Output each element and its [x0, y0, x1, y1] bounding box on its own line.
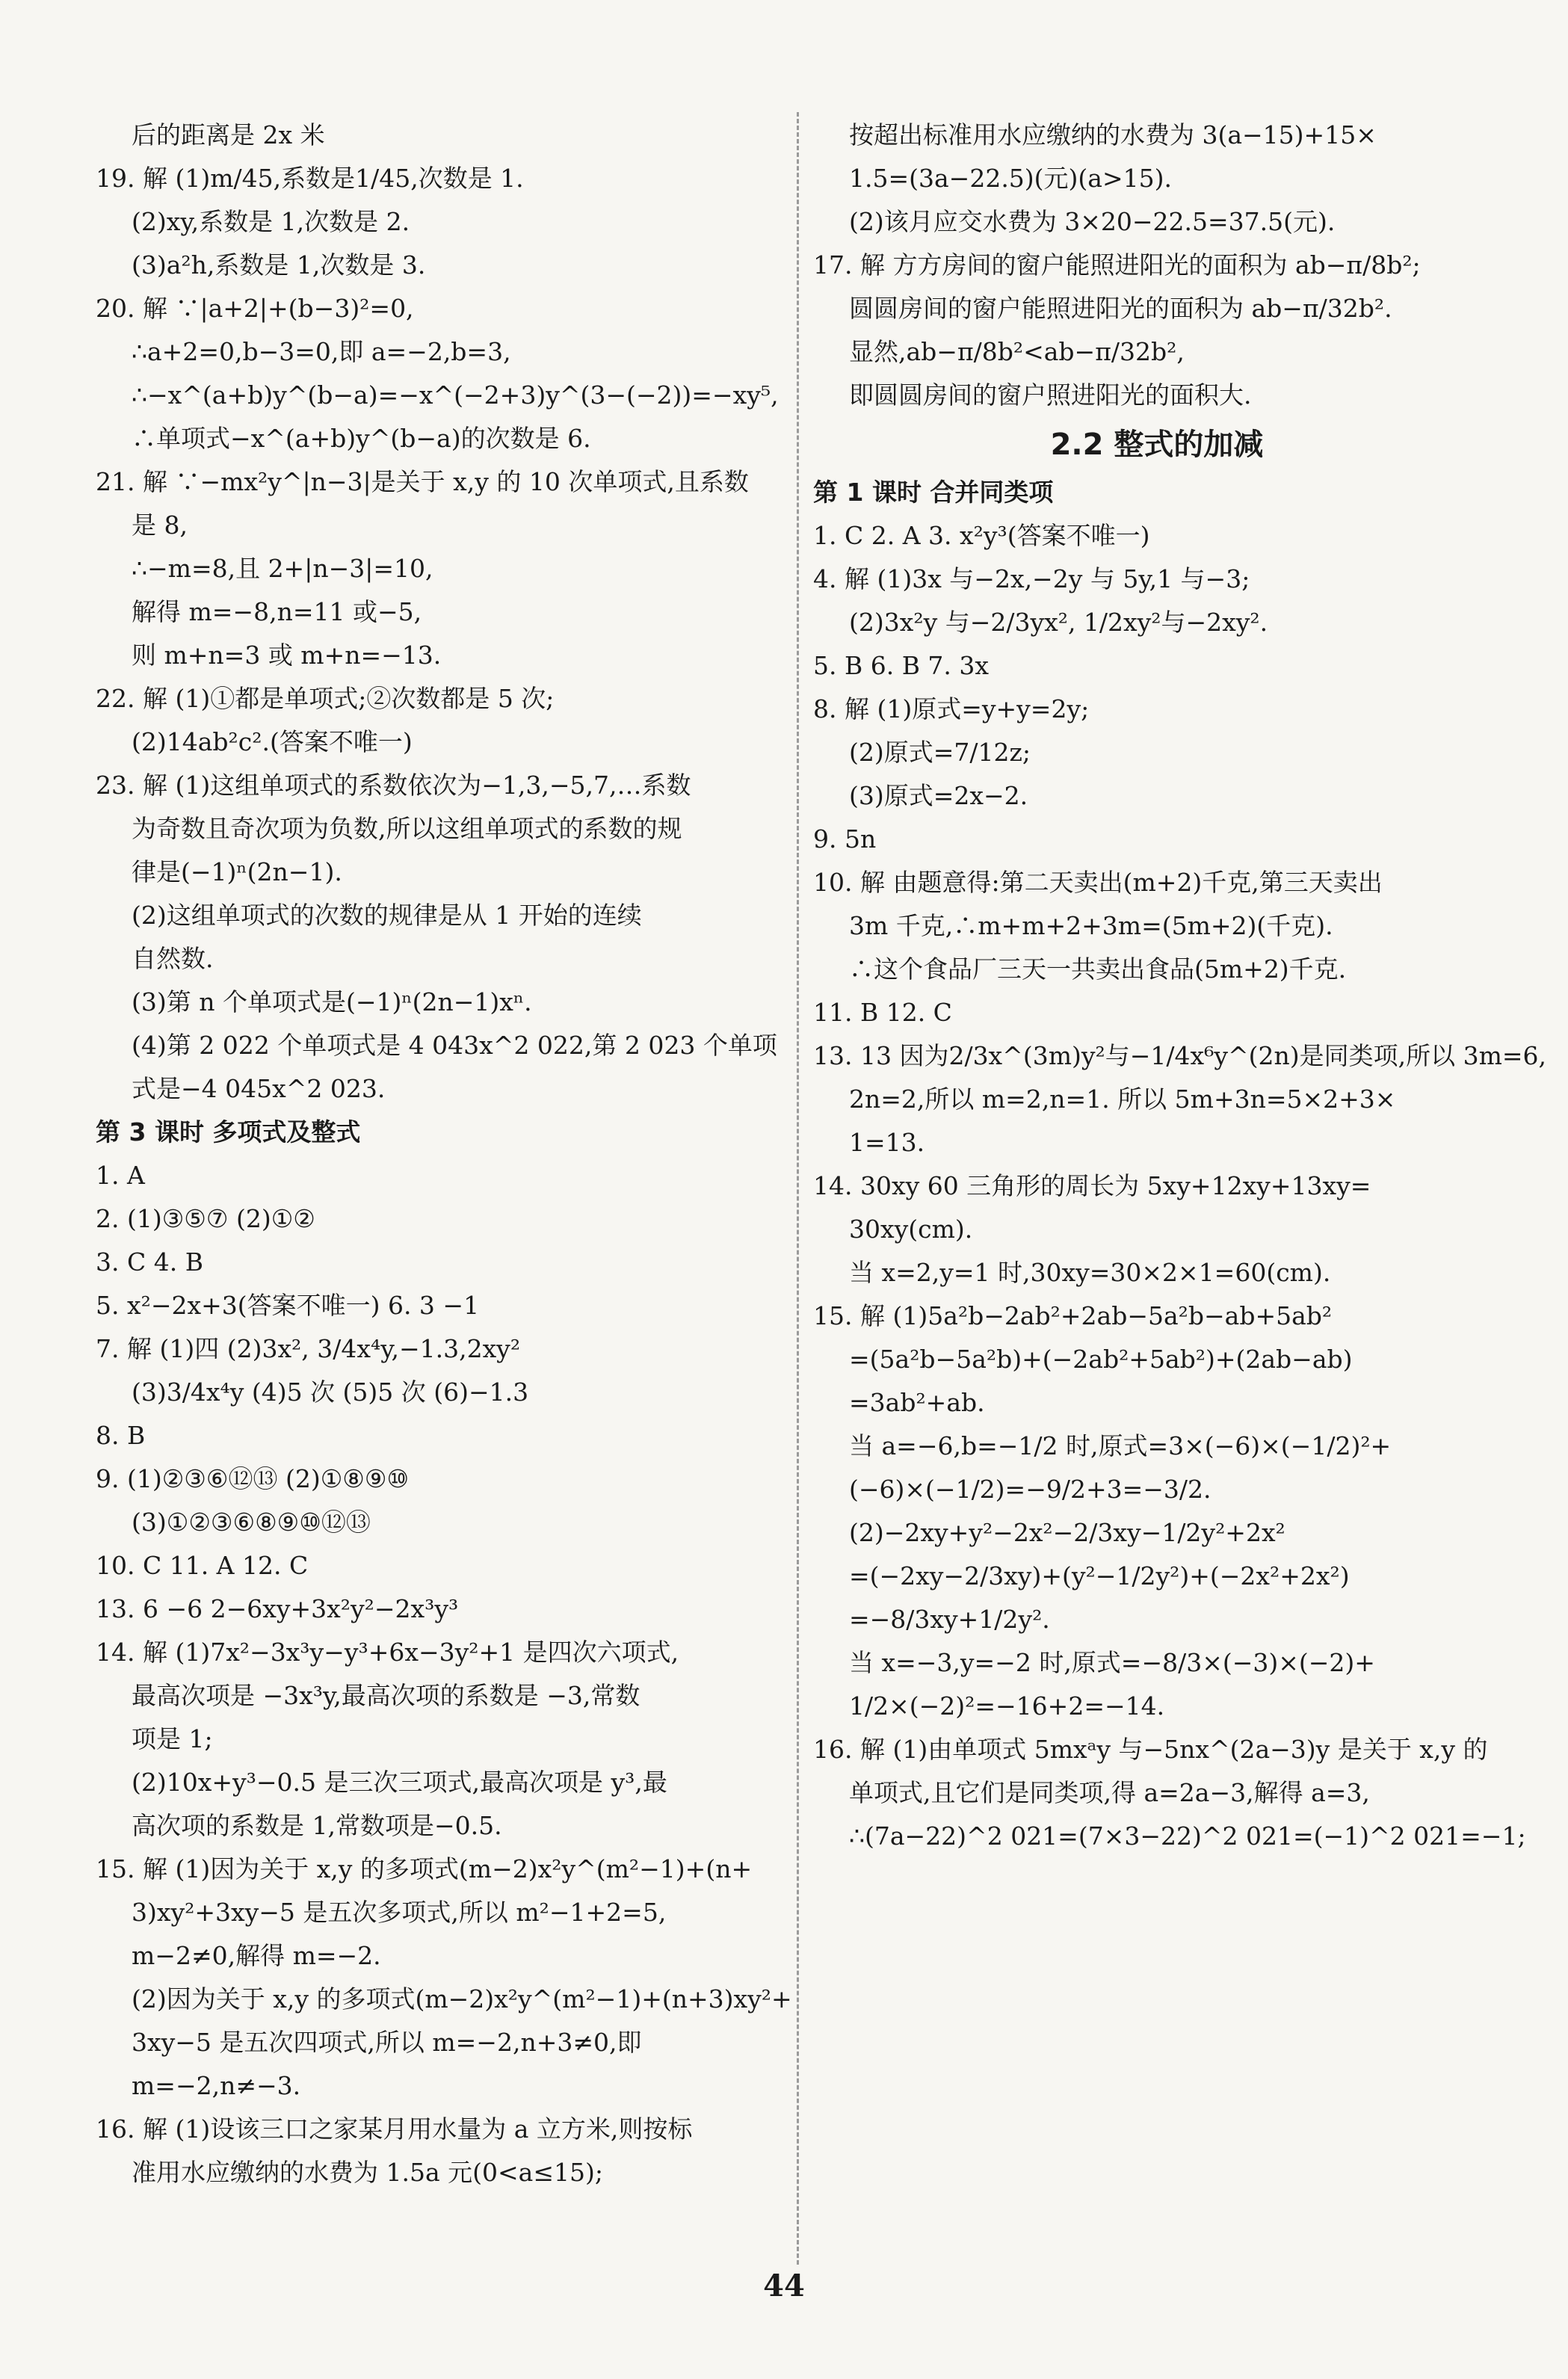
answer-continuation-line: 当 x=−3,y=−2 时,原式=−8/3×(−3)×(−2)+ [849, 1648, 1375, 1677]
answer-continuation-line: =−8/3xy+1/2y². [849, 1605, 1050, 1634]
answer-continuation-line: (3)a²h,系数是 1,次数是 3. [132, 250, 426, 280]
answer-continuation-line: 1/2×(−2)²=−16+2=−14. [849, 1691, 1165, 1721]
lesson-heading: 第 3 课时 多项式及整式 [96, 1117, 361, 1147]
answer-continuation-line: (−6)×(−1/2)=−9/2+3=−3/2. [849, 1475, 1212, 1504]
answer-line: 13. 6 −6 2−6xy+3x²y²−2x³y³ [96, 1594, 459, 1623]
answer-continuation-line: (3)第 n 个单项式是(−1)ⁿ(2n−1)xⁿ. [132, 987, 532, 1016]
answer-line: 2. (1)③⑤⑦ (2)①② [96, 1204, 315, 1233]
answer-line: 3. C 4. B [96, 1247, 203, 1277]
answer-line: 14. 30xy 60 三角形的周长为 5xy+12xy+13xy= [813, 1171, 1371, 1200]
answer-continuation-line: ∴单项式−x^(a+b)y^(b−a)的次数是 6. [132, 424, 591, 453]
answer-line: 22. 解 (1)①都是单项式;②次数都是 5 次; [96, 684, 555, 713]
answer-continuation-line: 显然,ab−π/8b²<ab−π/32b², [849, 337, 1185, 366]
answer-continuation-line: 项是 1; [132, 1724, 213, 1753]
left-column [96, 116, 792, 2197]
answer-continuation-line: ∴−x^(a+b)y^(b−a)=−x^(−2+3)y^(3−(−2))=−xy⁵, [132, 380, 779, 410]
answer-line: 10. 解 由题意得:第二天卖出(m+2)千克,第三天卖出 [813, 868, 1383, 897]
answer-line: 20. 解 ∵|a+2|+(b−3)²=0, [96, 294, 414, 323]
answer-continuation-line: ∴a+2=0,b−3=0,即 a=−2,b=3, [132, 337, 511, 366]
answer-continuation-line: 即圆圆房间的窗户照进阳光的面积大. [849, 380, 1252, 410]
answer-line: 4. 解 (1)3x 与−2x,−2y 与 5y,1 与−3; [813, 564, 1250, 593]
answer-continuation-line: 2n=2,所以 m=2,n=1. 所以 5m+3n=5×2+3× [849, 1084, 1396, 1114]
answer-continuation-line: (3)①②③⑥⑧⑨⑩⑫⑬ [132, 1508, 371, 1537]
answer-line: 7. 解 (1)四 (2)3x², 3/4x⁴y,−1.3,2xy² [96, 1334, 521, 1363]
answer-continuation-line: 3xy−5 是五次四项式,所以 m=−2,n+3≠0,即 [132, 2028, 642, 2057]
answer-continuation-line: 式是−4 045x^2 023. [132, 1074, 386, 1103]
answer-continuation-line: 单项式,且它们是同类项,得 a=2a−3,解得 a=3, [849, 1778, 1370, 1807]
answer-line: 13. 13 因为2/3x^(3m)y²与−1/4x⁶y^(2n)是同类项,所以 3m=6, [813, 1041, 1547, 1070]
answer-line: 5. x²−2x+3(答案不唯一) 6. 3 −1 [96, 1291, 480, 1320]
answer-continuation-line: 后的距离是 2x 米 [132, 120, 325, 149]
answer-line: 5. B 6. B 7. 3x [813, 651, 990, 680]
answer-continuation-line: 3m 千克,∴m+m+2+3m=(5m+2)(千克). [849, 911, 1333, 940]
answer-continuation-line: (2)10x+y³−0.5 是三次三项式,最高次项是 y³,最 [132, 1768, 667, 1797]
answer-line: 15. 解 (1)5a²b−2ab²+2ab−5a²b−ab+5ab² [813, 1301, 1333, 1330]
answer-continuation-line: (2)这组单项式的次数的规律是从 1 开始的连续 [132, 901, 642, 930]
answer-line: 10. C 11. A 12. C [96, 1551, 309, 1580]
answer-line: 17. 解 方方房间的窗户能照进阳光的面积为 ab−π/8b²; [813, 250, 1421, 280]
answer-continuation-line: ∴−m=8,且 2+|n−3|=10, [132, 554, 433, 583]
answer-continuation-line: 高次项的系数是 1,常数项是−0.5. [132, 1811, 502, 1840]
answer-line: 16. 解 (1)设该三口之家某月用水量为 a 立方米,则按标 [96, 2114, 693, 2144]
answer-continuation-line: 当 x=2,y=1 时,30xy=30×2×1=60(cm). [849, 1258, 1331, 1287]
answer-line: 16. 解 (1)由单项式 5mxᵃy 与−5nx^(2a−3)y 是关于 x,y 的 [813, 1735, 1488, 1764]
answer-line: 1. C 2. A 3. x²y³(答案不唯一) [813, 521, 1150, 550]
answer-continuation-line: (2)因为关于 x,y 的多项式(m−2)x²y^(m²−1)+(n+3)xy²+ [132, 1984, 792, 2014]
answer-continuation-line: 律是(−1)ⁿ(2n−1). [132, 857, 342, 886]
answer-line: 23. 解 (1)这组单项式的系数依次为−1,3,−5,7,…系数 [96, 771, 691, 800]
answer-line: 11. B 12. C [813, 998, 952, 1027]
answer-continuation-line: 解得 m=−8,n=11 或−5, [132, 597, 422, 626]
answer-continuation-line: 当 a=−6,b=−1/2 时,原式=3×(−6)×(−1/2)²+ [849, 1431, 1392, 1460]
column-divider [797, 112, 799, 2265]
answer-continuation-line: 最高次项是 −3x³y,最高次项的系数是 −3,常数 [132, 1681, 641, 1710]
answer-continuation-line: 自然数. [132, 944, 214, 973]
answer-continuation-line: =3ab²+ab. [849, 1388, 985, 1417]
answer-line: 19. 解 (1)m/45,系数是1/45,次数是 1. [96, 164, 524, 193]
answer-line: 14. 解 (1)7x²−3x³y−y³+6x−3y²+1 是四次六项式, [96, 1638, 679, 1667]
answer-continuation-line: 3)xy²+3xy−5 是五次多项式,所以 m²−1+2=5, [132, 1898, 667, 1927]
right-column [813, 116, 1547, 1860]
section-title: 2.2 整式的加减 [1050, 428, 1264, 462]
answer-continuation-line: (2)该月应交水费为 3×20−22.5=37.5(元). [849, 207, 1336, 236]
answer-line: 8. B [96, 1421, 146, 1450]
answer-continuation-line: 1=13. [849, 1128, 925, 1157]
answer-continuation-line: (2)3x²y 与−2/3yx², 1/2xy²与−2xy². [849, 608, 1268, 637]
answer-continuation-line: =(−2xy−2/3xy)+(y²−1/2y²)+(−2x²+2x²) [849, 1561, 1350, 1590]
answer-continuation-line: (3)3/4x⁴y (4)5 次 (5)5 次 (6)−1.3 [132, 1377, 529, 1407]
page-number: 44 [763, 2268, 805, 2304]
answer-continuation-line: ∴(7a−22)^2 021=(7×3−22)^2 021=(−1)^2 021=−1; [849, 1821, 1526, 1851]
answer-continuation-line: m=−2,n≠−3. [132, 2071, 301, 2100]
answer-line: 1. A [96, 1161, 145, 1190]
answer-continuation-line: (3)原式=2x−2. [849, 781, 1028, 810]
answer-line: 9. 5n [813, 824, 877, 854]
answer-continuation-line: 准用水应缴纳的水费为 1.5a 元(0<a≤15); [132, 2158, 603, 2187]
answer-continuation-line: m−2≠0,解得 m=−2. [132, 1941, 381, 1970]
answer-continuation-line: 30xy(cm). [849, 1215, 973, 1244]
answer-continuation-line: 为奇数且奇次项为负数,所以这组单项式的系数的规 [132, 814, 682, 843]
answer-line: 15. 解 (1)因为关于 x,y 的多项式(m−2)x²y^(m²−1)+(n+ [96, 1854, 753, 1883]
answer-continuation-line: (2)xy,系数是 1,次数是 2. [132, 207, 410, 236]
lesson-heading: 第 1 课时 合并同类项 [813, 478, 1054, 507]
answer-line: 21. 解 ∵−mx²y^|n−3|是关于 x,y 的 10 次单项式,且系数 [96, 467, 749, 496]
answer-line: 9. (1)②③⑥⑫⑬ (2)①⑧⑨⑩ [96, 1464, 410, 1493]
answer-continuation-line: 1.5=(3a−22.5)(元)(a>15). [849, 164, 1172, 193]
answer-continuation-line: 按超出标准用水应缴纳的水费为 3(a−15)+15× [849, 120, 1377, 149]
answer-continuation-line: (4)第 2 022 个单项式是 4 043x^2 022,第 2 023 个单项 [132, 1031, 777, 1060]
answer-continuation-line: (2)−2xy+y²−2x²−2/3xy−1/2y²+2x² [849, 1518, 1285, 1547]
answer-continuation-line: =(5a²b−5a²b)+(−2ab²+5ab²)+(2ab−ab) [849, 1345, 1353, 1374]
answer-continuation-line: ∴这个食品厂三天一共卖出食品(5m+2)千克. [849, 954, 1347, 984]
answer-continuation-line: (2)14ab²c².(答案不唯一) [132, 727, 413, 756]
answer-continuation-line: 圆圆房间的窗户能照进阳光的面积为 ab−π/32b². [849, 294, 1392, 323]
answer-line: 8. 解 (1)原式=y+y=2y; [813, 694, 1090, 723]
answer-continuation-line: 是 8, [132, 510, 188, 540]
answer-continuation-line: 则 m+n=3 或 m+n=−13. [132, 641, 442, 670]
answer-continuation-line: (2)原式=7/12z; [849, 738, 1031, 767]
